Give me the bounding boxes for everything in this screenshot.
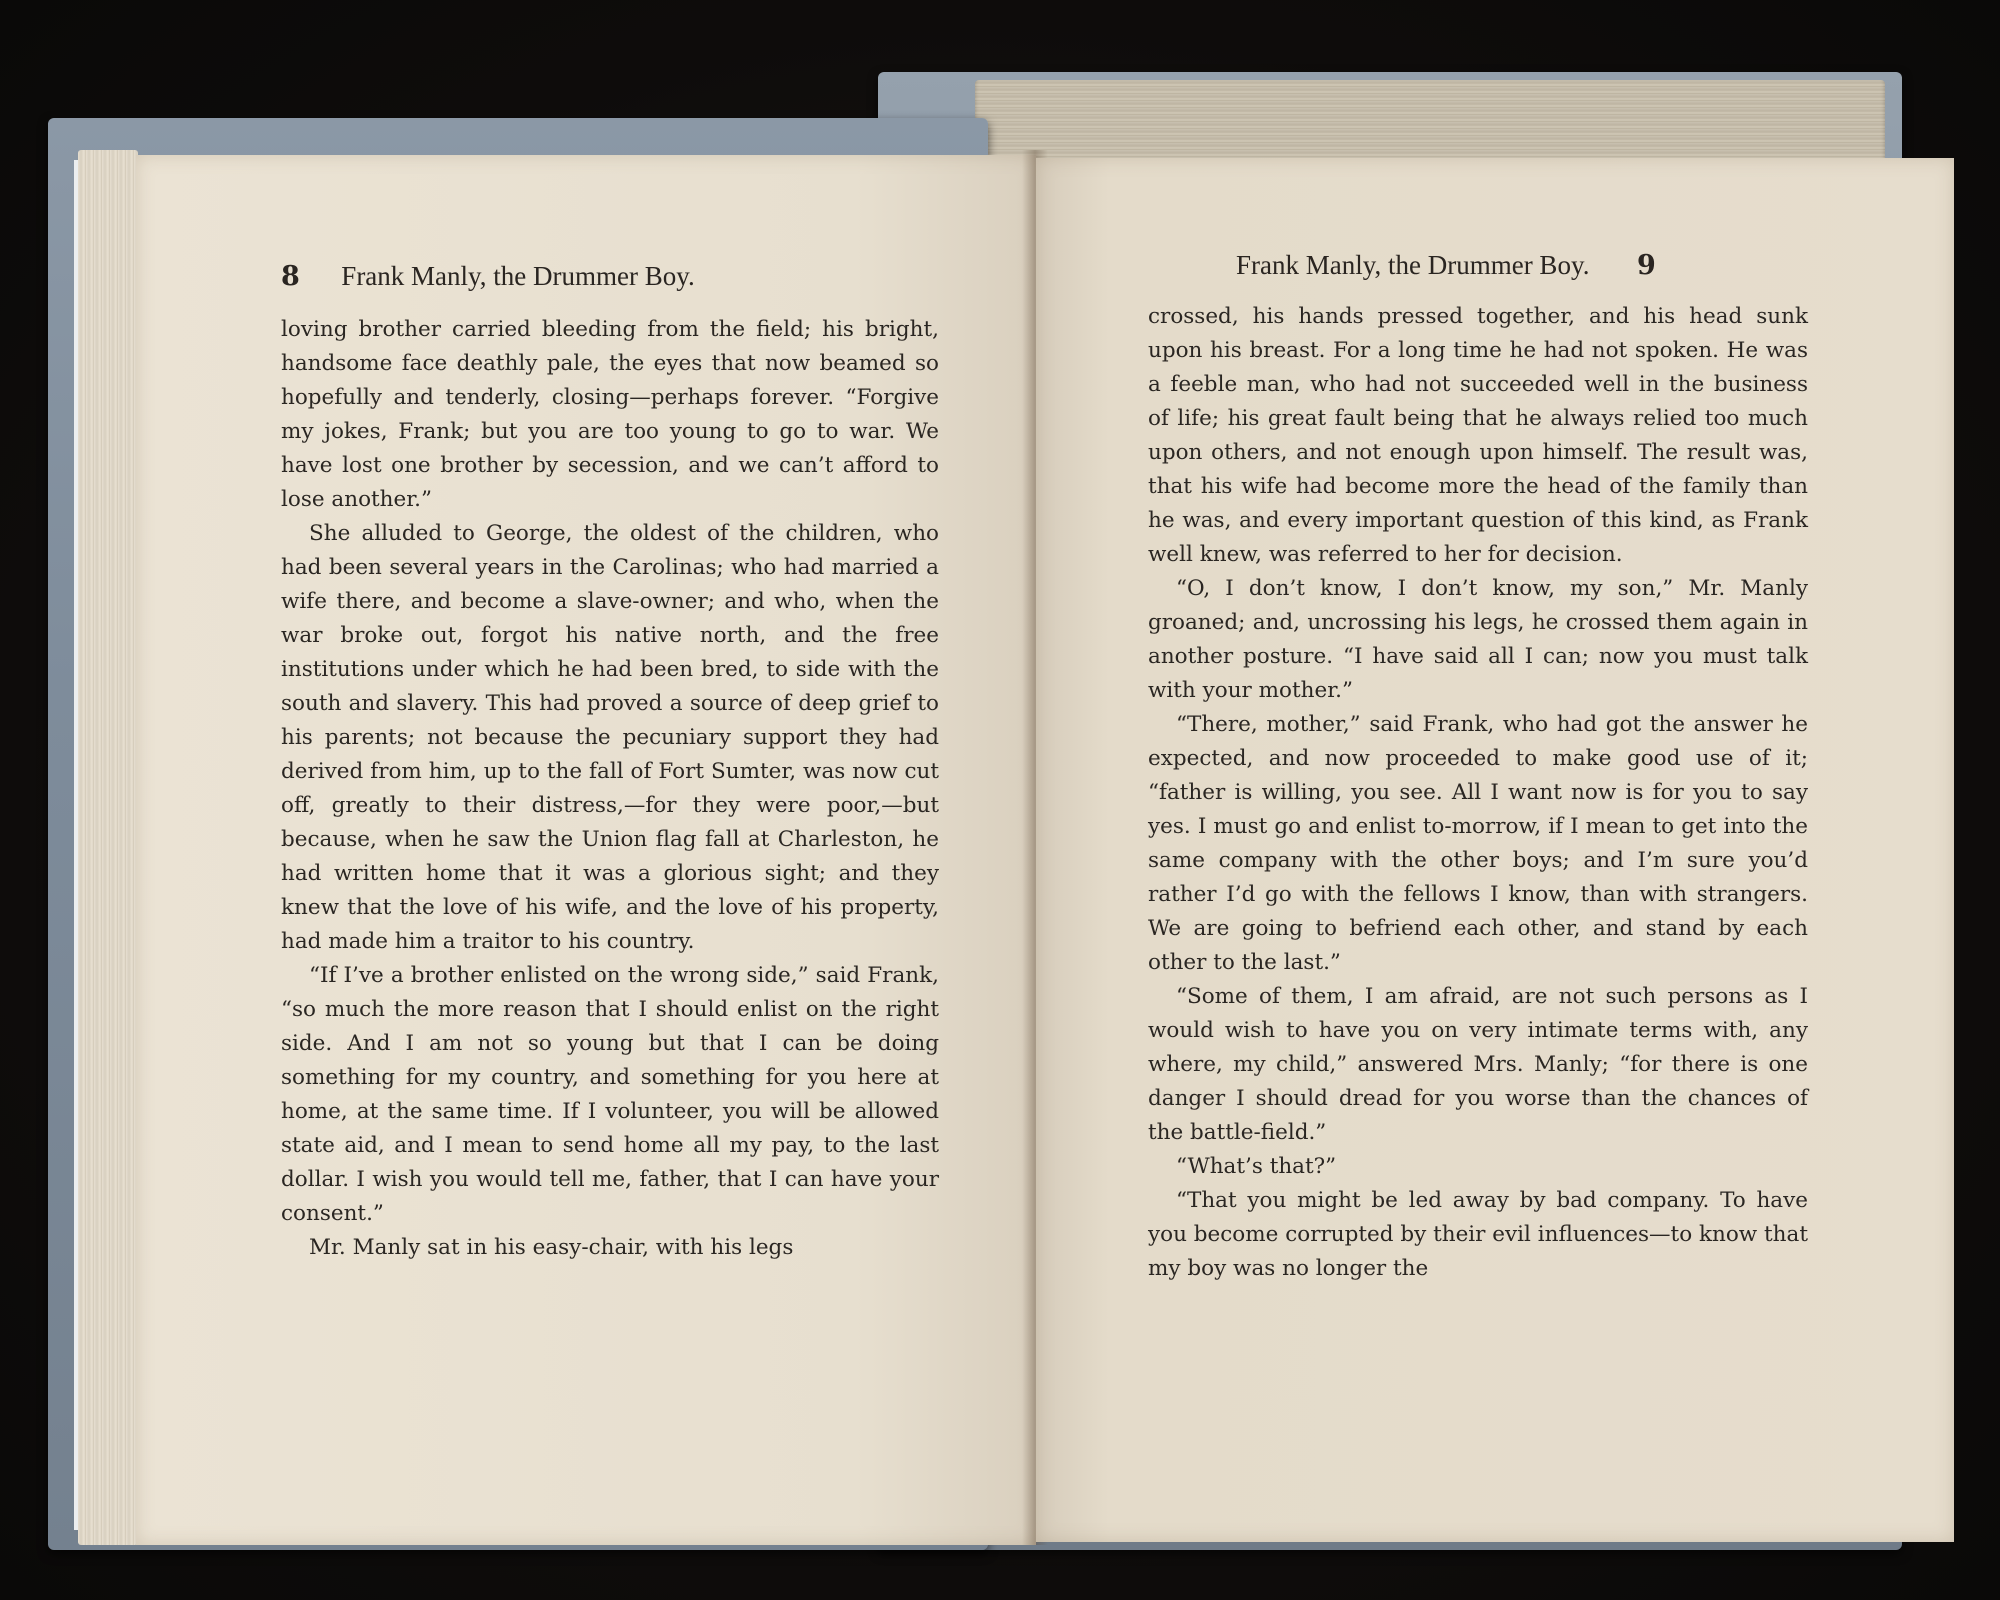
right-body-text [1148,300,1808,1286]
left-body-text [281,313,939,1265]
paragraph: “Some of them, I am afraid, are not such persons as I would wish to have you on very intimate terms with, any where, my child,” answered Mrs. Manly; “for there is one danger I should dread for you worse than the chances of the battle-field.” [1148,984,1808,1145]
paragraph: Mr. Manly sat in his easy-chair, with his legs [309,1235,794,1260]
left-page [136,155,1036,1545]
right-page [1036,158,1954,1542]
paragraph: crossed, his hands pressed together, and his head sunk upon his breast. For a long time he had not spoken. He was a feeble man, who had not succeeded well in the business of life; his great fault being that he always relied too much upon others, and not enough upon himself. The result was, that his wife had become more the head of the family than he was, and every important question of this kind, as Frank well knew, was referred to her for decision. [1148,304,1808,567]
left-running-header [281,261,695,292]
right-running-head: Frank Manly, the Drummer Boy. [1236,250,1590,280]
left-running-head: Frank Manly, the Drummer Boy. [341,261,695,291]
paragraph: “That you might be led away by bad company. To have you become corrupted by their evil influences—to know that my boy was no longer the [1148,1188,1808,1281]
paragraph: She alluded to George, the oldest of the children, who had been several years in the Carolinas; who had married a wife there, and become a slave-owner; and who, when the war broke out, forgot his native north, and the free institutions under which he had been bred, to side with the south and slavery. This had proved a source of deep grief to his parents; not because the pecuniary support they had derived from him, up to the fall of Fort Sumter, was now cut off, greatly to their distress,—for they were poor,—but because, when he saw the Union flag fall at Charleston, he had written home that it was a glorious sight; and they knew that the love of his wife, and the love of his property, had made him a traitor to his country. [281,521,939,954]
right-running-header [1236,250,1656,281]
paragraph: “If I’ve a brother enlisted on the wrong side,” said Frank, “so much the more reason that I should enlist on the right side. And I am not so young but that I can be doing something for my country, and something for you here at home, at the same time. If I volunteer, you will be allowed state aid, and I mean to send home all my pay, to the last dollar. I wish you would tell me, father, that I can have your consent.” [281,963,939,1226]
paragraph: loving brother carried bleeding from the field; his bright, handsome face deathly pale, the eyes that now beamed so hopefully and tenderly, closing—perhaps forever. “Forgive my jokes, Frank; but you are too young to go to war. We have lost one brother by secession, and we can’t afford to lose another.” [281,317,939,512]
paragraph: “What’s that?” [1176,1154,1337,1179]
page-block-left-edge [78,150,138,1545]
page-block-top-edge [975,80,1885,170]
right-page-number: 9 [1636,250,1656,281]
paragraph: “O, I don’t know, I don’t know, my son,” Mr. Manly groaned; and, uncrossing his legs, he crossed them again in another posture. “I have said all I can; now you must talk with your mother.” [1148,576,1808,703]
left-page-number: 8 [281,261,300,292]
paragraph: “There, mother,” said Frank, who had got the answer he expected, and now proceeded to make good use of it; “father is willing, you see. All I want now is for you to say yes. I must go and enlist to-morrow, if I mean to get into the same company with the other boys; and I’m sure you’d rather I’d go with the fellows I know, than with strangers. We are going to befriend each other, and stand by each other to the last.” [1148,712,1808,975]
